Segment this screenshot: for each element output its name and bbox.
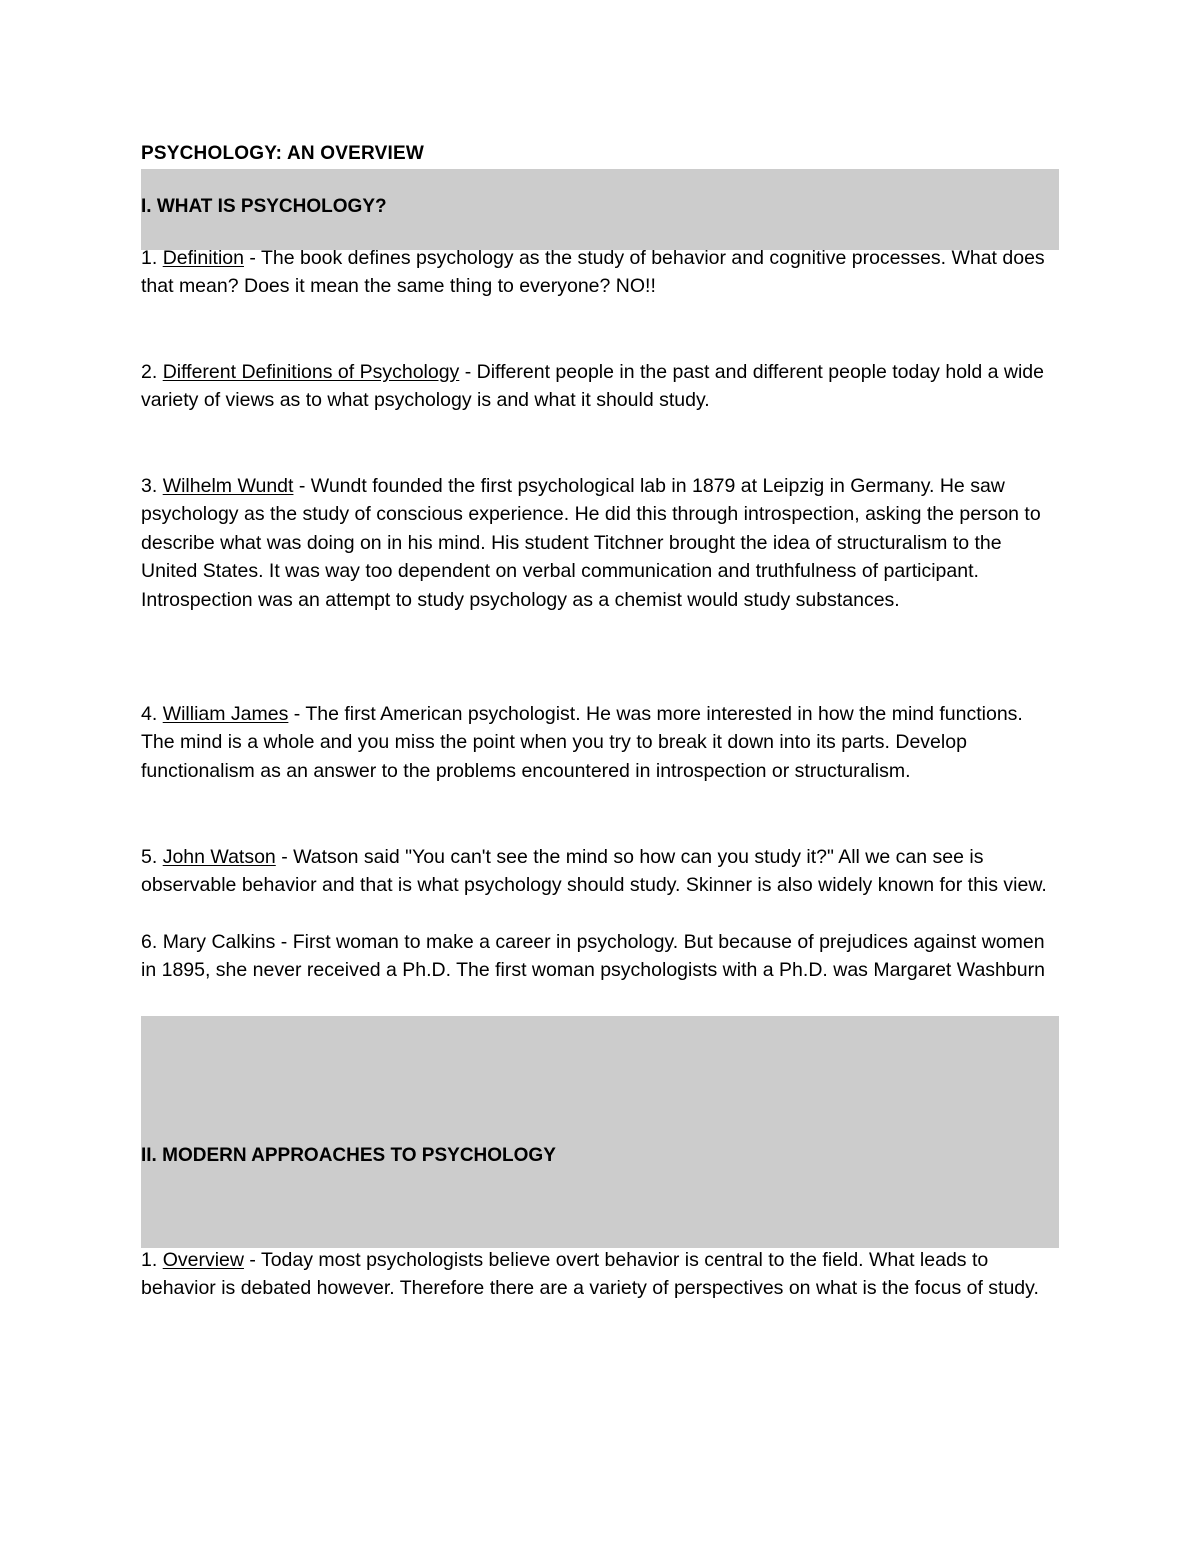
item-term: William James (162, 703, 289, 725)
item-number: 1. (141, 247, 158, 269)
list-item (141, 358, 1059, 415)
item-number: 6. (141, 931, 158, 953)
item-term: Different Definitions of Psychology (162, 361, 460, 383)
item-term: Wilhelm Wundt (162, 475, 294, 497)
document-title: PSYCHOLOGY: AN OVERVIEW (141, 143, 424, 164)
list-item (141, 1246, 1059, 1303)
item-number: 2. (141, 361, 158, 383)
list-item (141, 700, 1059, 785)
list-item (141, 244, 1059, 301)
section-heading-1: I. WHAT IS PSYCHOLOGY? (141, 196, 387, 217)
list-item (141, 472, 1059, 614)
item-number: 4. (141, 703, 158, 725)
item-number: 5. (141, 846, 158, 868)
item-text: Mary Calkins - First woman to make a career in psychology. But because of prejudices against women in 1895, she never received a Ph.D. The first woman psychologists with a Ph.D. was Margaret Washburn (141, 931, 1045, 982)
item-term: Definition (162, 247, 244, 269)
item-text: - Wundt founded the first psychological lab in 1879 at Leipzig in Germany. He saw psychology as the study of conscious experience. He did this through introspection, asking the person to describe what was doing on in his mind. His student Titchner brought the idea of structuralism to the United States. It was way too dependent on verbal communication and truthfulness of participant. Introspection was an attempt to study psychology as a chemist would study substances. (141, 475, 1041, 611)
item-term: Overview (162, 1249, 244, 1271)
item-term: John Watson (162, 846, 276, 868)
item-number: 1. (141, 1249, 158, 1271)
list-item (141, 843, 1059, 900)
item-text: - The book defines psychology as the study of behavior and cognitive processes. What does that mean? Does it mean the same thing to everyone? NO!! (141, 247, 1045, 298)
section-heading-2: II. MODERN APPROACHES TO PSYCHOLOGY (141, 1145, 556, 1166)
item-text: - The first American psychologist. He was more interested in how the mind functions. The mind is a whole and you miss the point when you try to break it down into its parts. Develop functionalism as an answer to the problems encountered in introspection or structuralism. (141, 703, 1023, 782)
item-text: - Different people in the past and different people today hold a wide variety of views as to what psychology is and what it should study. (141, 361, 1044, 412)
item-number: 3. (141, 475, 158, 497)
item-text: - Watson said "You can't see the mind so how can you study it?" All we can see is observable behavior and that is what psychology should study. Skinner is also widely known for this view. (141, 846, 1047, 897)
list-item (141, 928, 1059, 985)
section-band-2 (141, 1016, 1059, 1248)
item-text: - Today most psychologists believe overt behavior is central to the field. What leads to behavior is debated however. Therefore there are a variety of perspectives on what is the focus of study. (141, 1249, 1039, 1300)
